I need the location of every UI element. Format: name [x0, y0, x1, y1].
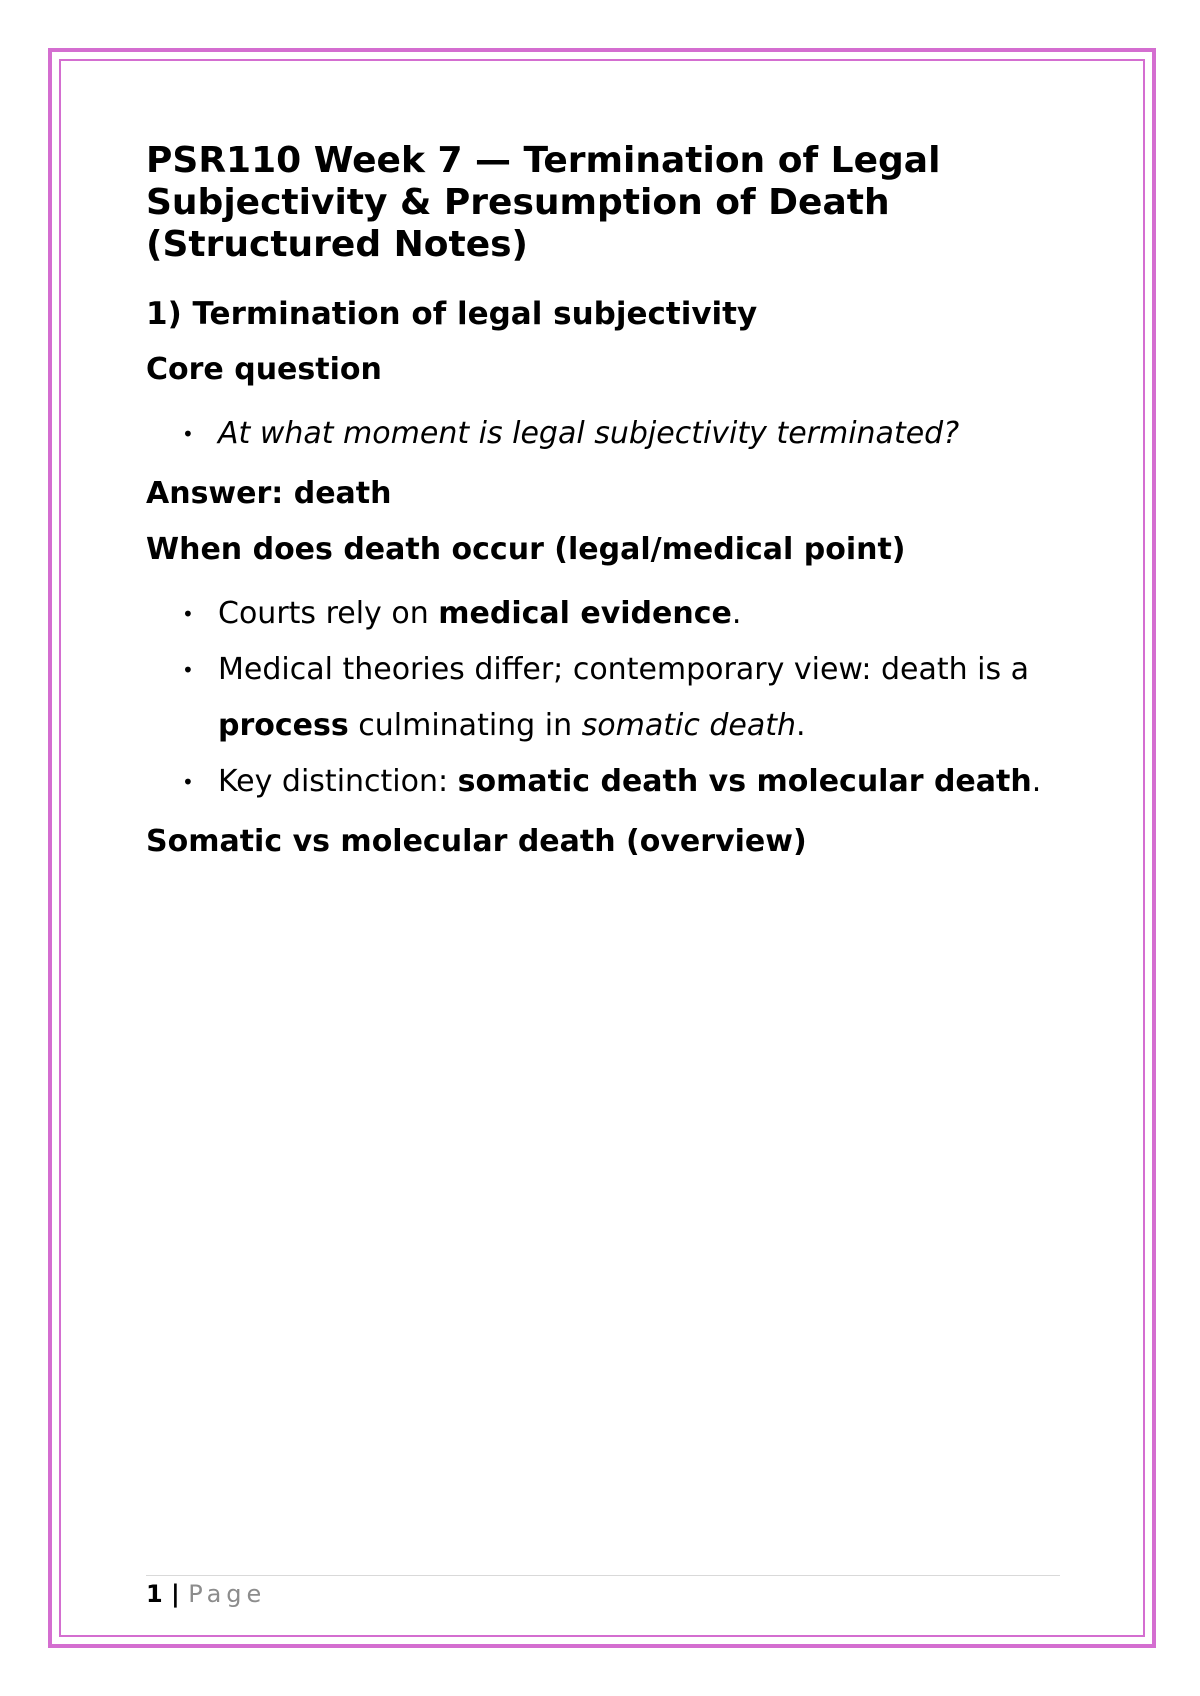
- bullet-icon: •: [182, 422, 194, 446]
- text: Courts rely on: [218, 596, 439, 631]
- document-title: PSR110 Week 7 — Termination of Legal Subjectivity & Presumption of Death (Structured Notes): [146, 140, 941, 265]
- emphasis: somatic death vs molecular death: [457, 764, 1032, 799]
- core-question-list: [146, 406, 1066, 462]
- section-heading-termination: 1) Termination of legal subjectivity: [146, 296, 758, 332]
- text: culminating in: [348, 708, 582, 743]
- text: .: [796, 708, 806, 743]
- text: .: [731, 596, 742, 631]
- footer-divider: [146, 1575, 1060, 1576]
- bullet-icon: •: [182, 602, 194, 626]
- bullet-icon: •: [182, 770, 194, 794]
- emphasis: medical evidence: [438, 596, 732, 631]
- bullet-icon: •: [182, 658, 194, 682]
- italic-term: somatic death: [581, 708, 797, 743]
- answer-line: Answer: death: [146, 476, 392, 511]
- page-number: 1: [146, 1580, 163, 1608]
- footer-separator: |: [162, 1580, 189, 1608]
- emphasis: process: [218, 708, 349, 743]
- subheading-somatic-vs-molecular: Somatic vs molecular death (overview): [146, 824, 807, 859]
- page-label: Page: [188, 1580, 267, 1608]
- text: Key distinction:: [218, 764, 458, 799]
- subheading-when-death: When does death occur (legal/medical point): [146, 532, 906, 567]
- subheading-core-question: Core question: [146, 352, 382, 387]
- list-item: [146, 406, 1066, 462]
- list-item: [146, 754, 1066, 810]
- list-item: [146, 586, 1066, 642]
- when-death-list: [146, 586, 1066, 810]
- document-body: [146, 140, 1066, 878]
- text: .: [1031, 764, 1042, 799]
- core-question-text: At what moment is legal subjectivity terminated?: [218, 416, 960, 451]
- text: Medical theories differ; contemporary view: death is a: [218, 652, 1030, 687]
- page-footer: [146, 1578, 266, 1610]
- list-item: [146, 642, 1066, 754]
